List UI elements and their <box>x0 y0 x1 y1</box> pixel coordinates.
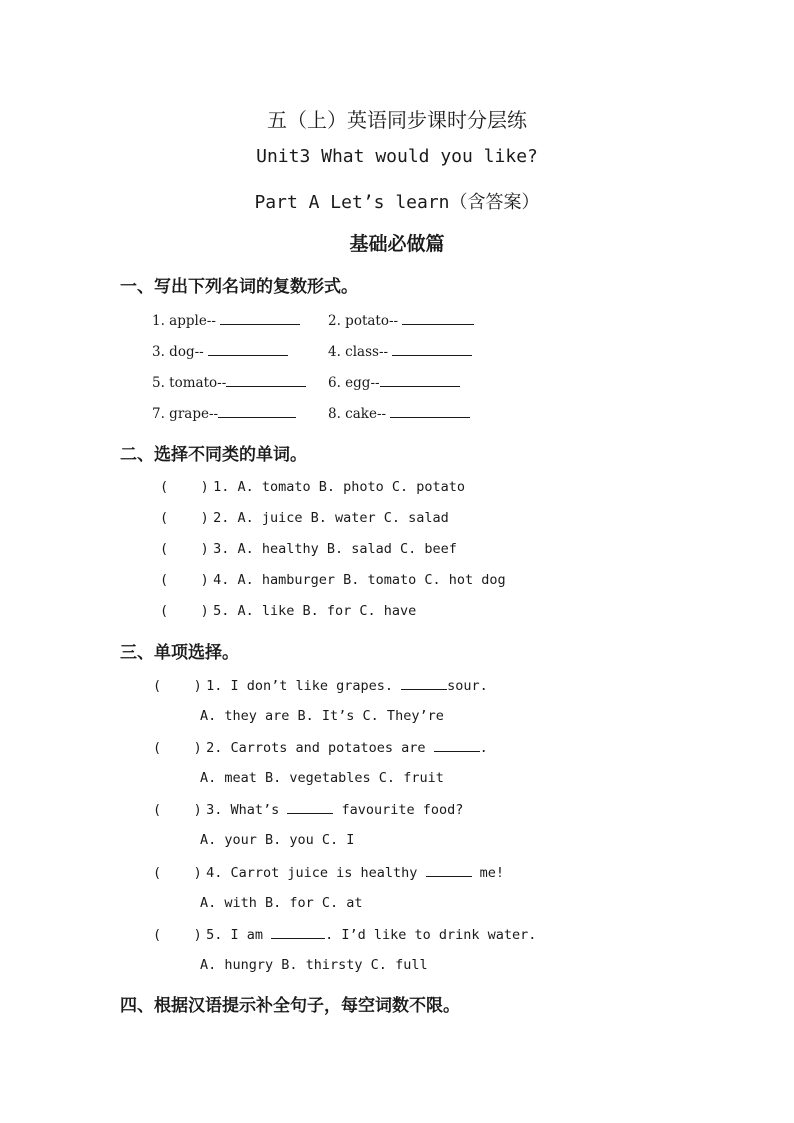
plural-item-4 <box>328 343 472 360</box>
answer-blank[interactable] <box>390 405 470 418</box>
answer-blank[interactable] <box>218 405 296 418</box>
mc-question-1 <box>153 677 488 694</box>
plural-item-5 <box>152 374 306 391</box>
answer-paren[interactable]: ( ) <box>153 802 202 818</box>
answer-paren[interactable]: ( ) <box>160 572 209 588</box>
mc-options-3: A. your B. you C. I <box>200 832 355 848</box>
odd-one-item-3 <box>160 541 457 557</box>
answer-blank[interactable] <box>402 312 474 325</box>
mc-options-5: A. hungry B. thirsty C. full <box>200 957 428 973</box>
answer-paren[interactable]: ( ) <box>153 678 202 694</box>
plural-item-label: 4. class-- <box>328 344 389 360</box>
plural-item-label: 3. dog-- <box>152 344 204 360</box>
mc-question-4 <box>153 864 504 881</box>
question-text: 2. Carrots and potatoes are <box>206 740 434 756</box>
odd-one-item-5 <box>160 603 416 619</box>
document-title: 五（上）英语同步课时分层练 <box>267 108 527 132</box>
mc-question-2 <box>153 739 488 756</box>
mc-question-5 <box>153 926 536 943</box>
mc-options-4: A. with B. for C. at <box>200 895 363 911</box>
question-text: me! <box>471 865 505 881</box>
odd-one-item-4 <box>160 572 506 588</box>
odd-one-item-2 <box>160 510 449 526</box>
question-text: favourite food? <box>333 802 464 818</box>
question-text: 5. A. like B. for C. have <box>213 603 417 619</box>
question-text: 3. A. healthy B. salad C. beef <box>213 541 457 557</box>
plural-item-label: 8. cake-- <box>328 406 387 422</box>
mc-options-2: A. meat B. vegetables C. fruit <box>200 770 444 786</box>
answer-blank[interactable] <box>287 801 333 814</box>
answer-paren[interactable]: ( ) <box>153 927 202 943</box>
plural-item-label: 6. egg-- <box>328 375 380 391</box>
plural-item-1 <box>152 312 300 329</box>
plural-item-label: 2. potato-- <box>328 313 399 329</box>
question-text: 1. A. tomato B. photo C. potato <box>213 479 466 495</box>
section-group-title: 基础必做篇 <box>349 233 445 255</box>
answer-blank[interactable] <box>271 926 325 939</box>
question-text: 3. What’s <box>206 802 288 818</box>
question-text: . I’d like to drink water. <box>325 927 537 943</box>
answer-paren[interactable]: ( ) <box>160 603 209 619</box>
odd-one-item-1 <box>160 479 465 495</box>
answer-blank[interactable] <box>220 312 300 325</box>
question-text: sour. <box>447 678 488 694</box>
question-text: 5. I am <box>206 927 272 943</box>
plural-item-label: 5. tomato-- <box>152 375 227 391</box>
answer-paren[interactable]: ( ) <box>153 740 202 756</box>
answer-paren[interactable]: ( ) <box>160 541 209 557</box>
answer-blank[interactable] <box>426 864 472 877</box>
plural-item-label: 1. apple-- <box>152 313 216 329</box>
mc-question-3 <box>153 801 463 818</box>
unit-title: Unit3 What would you like? <box>256 146 538 167</box>
section-2-heading: 二、选择不同类的单词。 <box>120 445 307 465</box>
plural-item-3 <box>152 343 288 360</box>
plural-item-6 <box>328 374 460 391</box>
section-1-heading: 一、写出下列名词的复数形式。 <box>120 277 358 297</box>
answer-blank[interactable] <box>434 739 480 752</box>
question-text: 4. Carrot juice is healthy <box>206 865 426 881</box>
answer-blank[interactable] <box>226 374 306 387</box>
question-text: . <box>479 740 488 756</box>
answer-paren[interactable]: ( ) <box>160 510 209 526</box>
answer-blank[interactable] <box>208 343 288 356</box>
question-text: 4. A. hamburger B. tomato C. hot dog <box>213 572 506 588</box>
section-4-heading: 四、根据汉语提示补全句子，每空词数不限。 <box>120 996 460 1016</box>
answer-blank[interactable] <box>392 343 472 356</box>
plural-item-label: 7. grape-- <box>152 406 219 422</box>
part-title: Part A Let’s learn（含答案） <box>254 192 540 213</box>
answer-blank[interactable] <box>380 374 460 387</box>
mc-options-1: A. they are B. It’s C. They’re <box>200 708 444 724</box>
plural-item-7 <box>152 405 296 422</box>
answer-paren[interactable]: ( ) <box>160 479 209 495</box>
question-text: 1. I don’t like grapes. <box>206 678 402 694</box>
question-text: 2. A. juice B. water C. salad <box>213 510 449 526</box>
plural-item-8 <box>328 405 470 422</box>
answer-blank[interactable] <box>401 677 447 690</box>
answer-paren[interactable]: ( ) <box>153 865 202 881</box>
section-3-heading: 三、单项选择。 <box>120 643 239 663</box>
plural-item-2 <box>328 312 474 329</box>
